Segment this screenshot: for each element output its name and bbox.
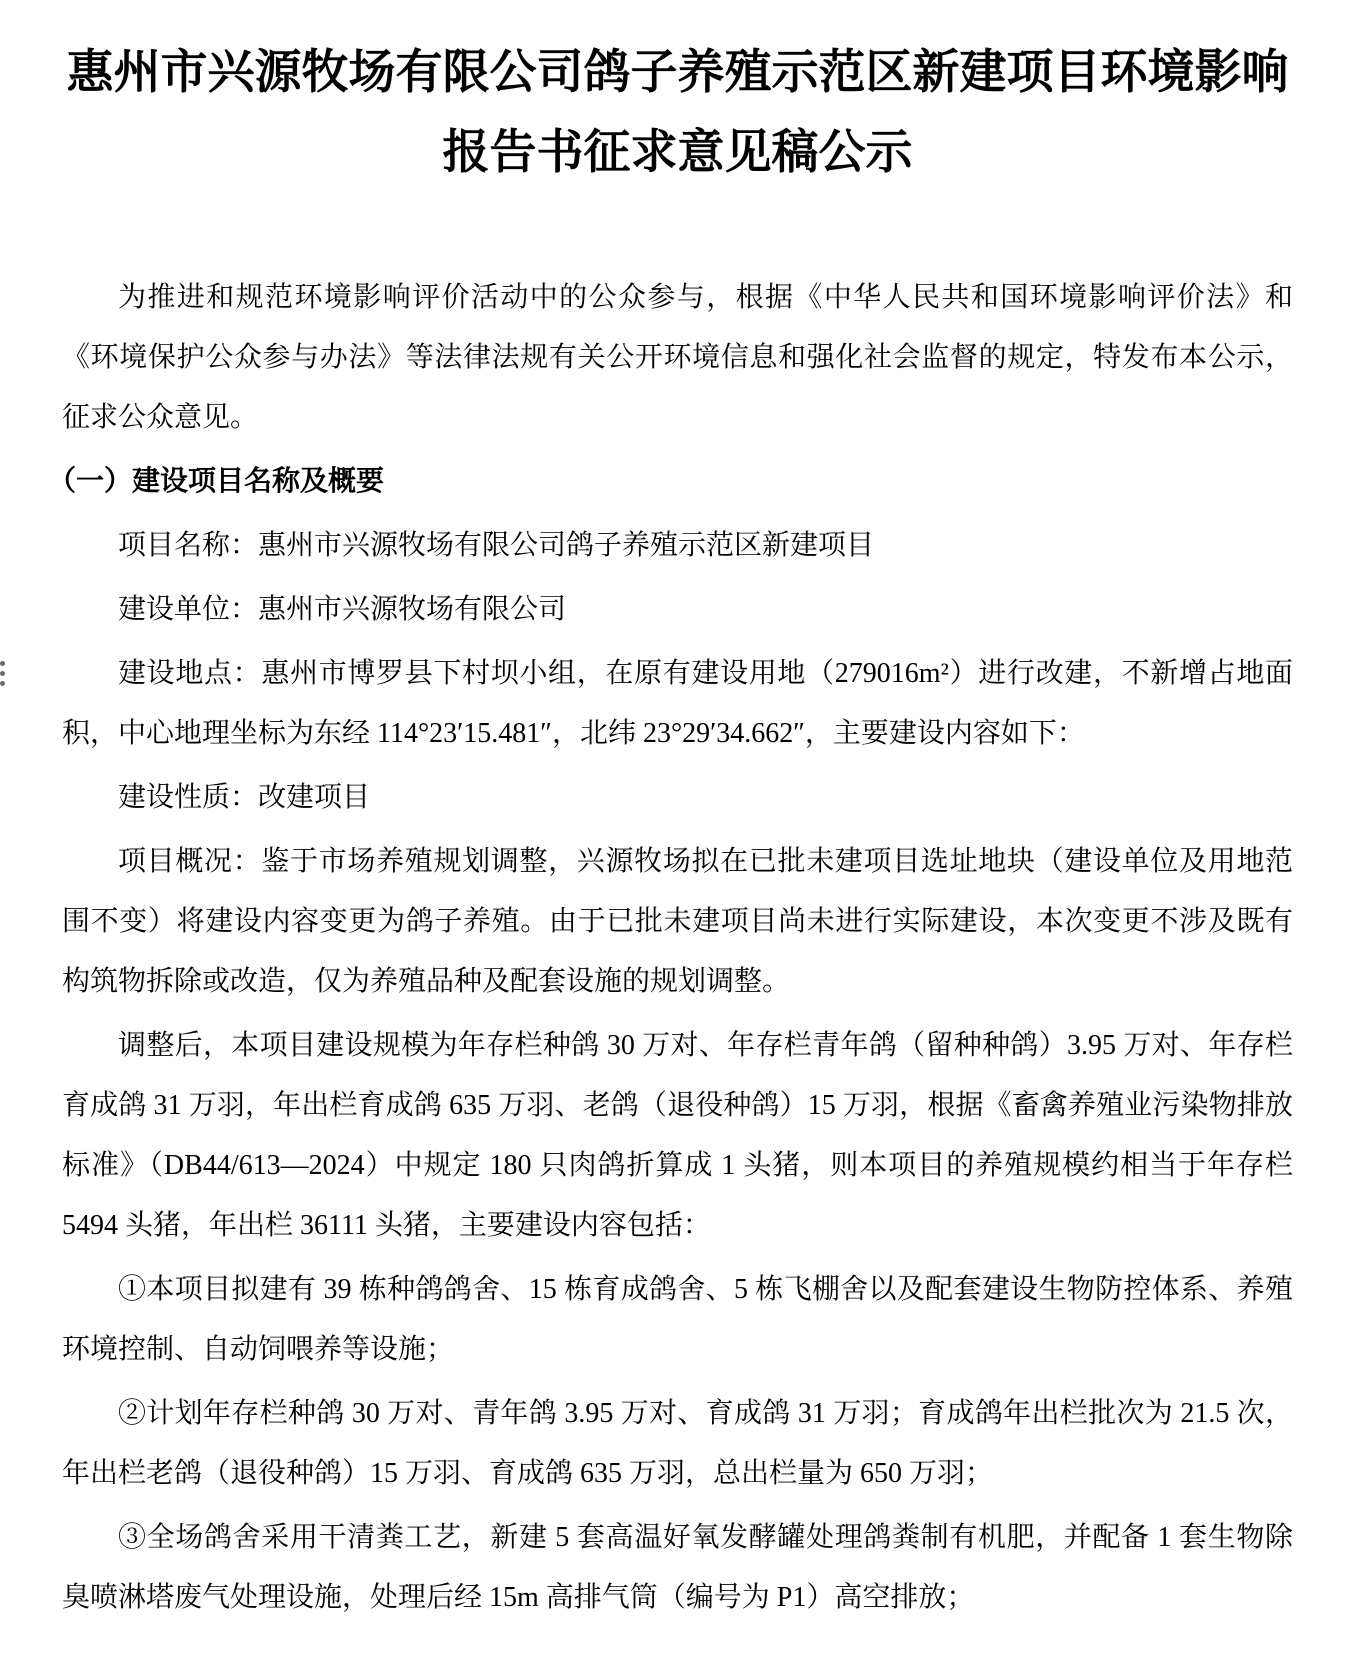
construction-site-paragraph: 建设地点：惠州市博罗县下村坝小组，在原有建设用地（279016m²）进行改建，不新增占地面积，中心地理坐标为东经 114°23′15.481″，北纬 23°29′34.662″，主要建设内容如下： bbox=[62, 658, 1293, 749]
section-heading-project-name: （一）建设项目名称及概要 bbox=[48, 466, 385, 497]
item-1-paragraph: ①本项目拟建有 39 栋种鸽鸽舍、15 栋育成鸽舍、5 栋飞棚舍以及配套建设生物防控体系、养殖环境控制、自动饲喂养等设施； bbox=[62, 1274, 1293, 1365]
project-name-paragraph: 项目名称：惠州市兴源牧场有限公司鸽子养殖示范区新建项目 bbox=[118, 530, 875, 561]
project-overview-paragraph: 项目概况：鉴于市场养殖规划调整，兴源牧场拟在已批未建项目选址地块（建设单位及用地范围不变）将建设内容变更为鸽子养殖。由于已批未建项目尚未进行实际建设，本次变更不涉及既有构筑物拆除或改造，仅为养殖品种及配套设施的规划调整。 bbox=[62, 846, 1293, 997]
adjusted-scale-paragraph: 调整后，本项目建设规模为年存栏种鸽 30 万对、年存栏青年鸽（留种种鸽）3.95 万对、年存栏育成鸽 31 万羽，年出栏育成鸽 635 万羽、老鸽（退役种鸽）15 万羽，根据《畜禽养殖业污染物排放标准》（DB44/613—2024）中规定 180 只肉鸽折算成 1 头猪，则本项目的养殖规模约相当于年存栏 5494 头猪，年出栏 36111 头猪，主要建设内容包括： bbox=[62, 1030, 1293, 1241]
document-title-line-1: 惠州市兴源牧场有限公司鸽子养殖示范区新建项目环境影响 bbox=[66, 45, 1289, 98]
intro-paragraph: 为推进和规范环境影响评价活动中的公众参与，根据《中华人民共和国环境影响评价法》和《环境保护公众参与办法》等法律法规有关公开环境信息和强化社会监督的规定，特发布本公示，征求公众意见。 bbox=[62, 282, 1293, 433]
left-margin-dots-marker bbox=[0, 661, 5, 686]
dot-icon bbox=[0, 661, 5, 666]
dot-icon bbox=[0, 671, 5, 676]
construction-nature-paragraph: 建设性质：改建项目 bbox=[118, 782, 371, 813]
construction-unit-paragraph: 建设单位：惠州市兴源牧场有限公司 bbox=[118, 594, 567, 625]
item-2-paragraph: ②计划年存栏种鸽 30 万对、青年鸽 3.95 万对、育成鸽 31 万羽；育成鸽年出栏批次为 21.5 次，年出栏老鸽（退役种鸽）15 万羽、育成鸽 635 万羽，总出栏量为 650 万羽； bbox=[62, 1398, 1293, 1489]
document-title-line-2: 报告书征求意见稿公示 bbox=[442, 125, 913, 178]
document-body bbox=[48, 268, 1293, 1628]
dot-icon bbox=[0, 681, 5, 686]
document-title bbox=[62, 32, 1293, 192]
item-3-paragraph: ③全场鸽舍采用干清粪工艺，新建 5 套高温好氧发酵罐处理鸽粪制有机肥，并配备 1 套生物除臭喷淋塔废气处理设施，处理后经 15m 高排气筒（编号为 P1）高空排放； bbox=[62, 1522, 1293, 1613]
